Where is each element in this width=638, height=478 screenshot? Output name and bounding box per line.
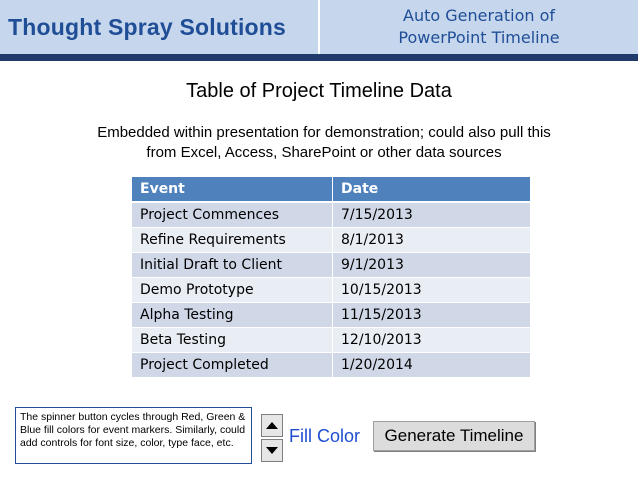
presentation-title-line-1: Auto Generation of bbox=[403, 6, 555, 25]
table-row bbox=[132, 202, 531, 228]
date-cell: 10/15/2013 bbox=[333, 278, 531, 303]
subheading-line-2: from Excel, Access, SharePoint or other data sources bbox=[146, 144, 502, 161]
event-cell: Demo Prototype bbox=[132, 278, 333, 303]
table-header-row bbox=[132, 177, 531, 203]
table-row bbox=[132, 353, 531, 378]
presentation-title-line-2: PowerPoint Timeline bbox=[398, 28, 560, 47]
event-cell: Refine Requirements bbox=[132, 228, 333, 253]
event-cell: Project Commences bbox=[132, 202, 333, 228]
fill-color-label: Fill Color bbox=[289, 426, 361, 446]
table-row bbox=[132, 228, 531, 253]
presentation-title-box bbox=[320, 0, 638, 54]
brand-title: Thought Spray Solutions bbox=[8, 13, 287, 40]
spinner-up-button[interactable] bbox=[261, 414, 283, 437]
date-cell: 11/15/2013 bbox=[333, 303, 531, 328]
event-cell: Initial Draft to Client bbox=[132, 253, 333, 278]
header-bar bbox=[0, 54, 638, 61]
triangle-down-icon bbox=[266, 447, 278, 454]
event-cell: Project Completed bbox=[132, 353, 333, 378]
header bbox=[0, 0, 638, 54]
column-header-date: Date bbox=[333, 177, 531, 203]
brand-box bbox=[0, 0, 318, 54]
date-cell: 1/20/2014 bbox=[333, 353, 531, 378]
date-cell: 7/15/2013 bbox=[333, 202, 531, 228]
timeline-table bbox=[131, 176, 531, 378]
date-cell: 12/10/2013 bbox=[333, 328, 531, 353]
page-heading: Table of Project Timeline Data bbox=[186, 80, 452, 102]
event-cell: Alpha Testing bbox=[132, 303, 333, 328]
generate-timeline-button[interactable]: Generate Timeline bbox=[373, 421, 535, 451]
column-header-event: Event bbox=[132, 177, 333, 203]
table-row bbox=[132, 328, 531, 353]
spinner-down-button[interactable] bbox=[261, 439, 283, 462]
date-cell: 8/1/2013 bbox=[333, 228, 531, 253]
table-row bbox=[132, 253, 531, 278]
page-subheading bbox=[60, 123, 588, 163]
table-row bbox=[132, 303, 531, 328]
table-row bbox=[132, 278, 531, 303]
fill-color-spinner[interactable] bbox=[261, 414, 283, 460]
triangle-up-icon bbox=[266, 422, 278, 429]
date-cell: 9/1/2013 bbox=[333, 253, 531, 278]
subheading-line-1: Embedded within presentation for demonstration; could also pull this bbox=[97, 124, 551, 141]
spinner-note: The spinner button cycles through Red, Green & Blue fill colors for event markers. Similarly, could add controls for font size, color, type face, etc. bbox=[15, 407, 252, 464]
event-cell: Beta Testing bbox=[132, 328, 333, 353]
